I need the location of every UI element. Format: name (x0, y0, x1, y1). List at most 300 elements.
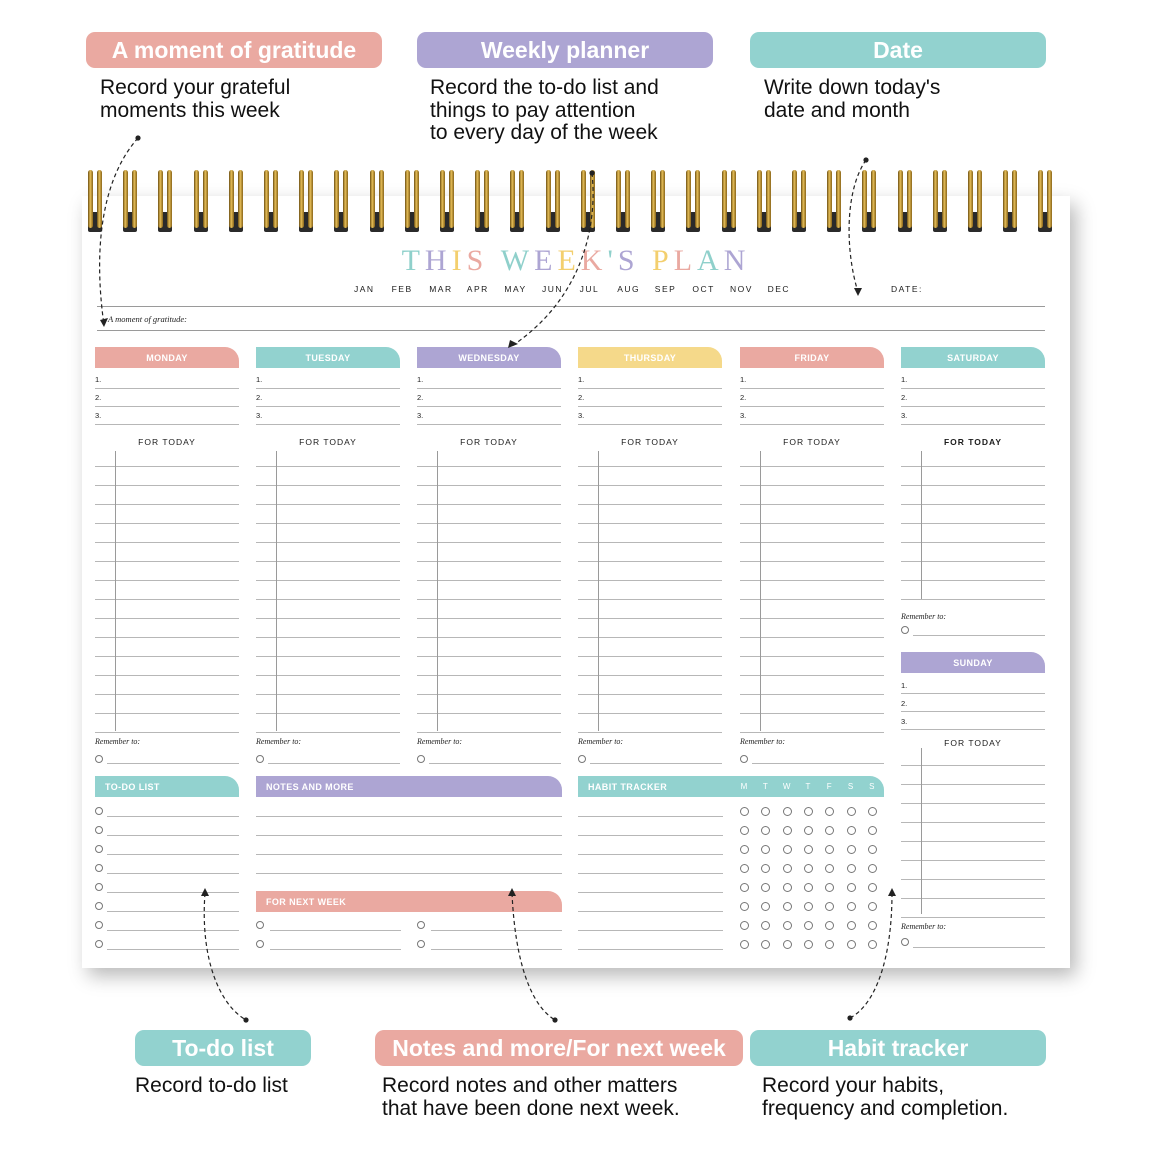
schedule-line (417, 694, 561, 695)
habit-checkbox[interactable] (804, 921, 813, 930)
priority-line (417, 424, 561, 425)
next-week-line (270, 930, 401, 931)
schedule-line (740, 713, 884, 714)
spiral-coil (542, 170, 564, 234)
habit-checkbox[interactable] (783, 902, 792, 911)
schedule-line (256, 656, 400, 657)
month-jan[interactable]: JAN (354, 284, 375, 294)
spiral-coil (154, 170, 176, 234)
schedule-line (740, 599, 884, 600)
spiral-coil (999, 170, 1021, 234)
for-today-label: FOR TODAY (783, 437, 841, 447)
schedule-line (95, 542, 239, 543)
habit-checkbox[interactable] (868, 826, 877, 835)
spiral-coil (1034, 170, 1056, 234)
schedule-line (95, 713, 239, 714)
schedule-line (256, 466, 400, 467)
month-dec[interactable]: DEC (767, 284, 791, 294)
remember-label: Remember to: (256, 737, 302, 746)
remember-checkbox[interactable] (417, 755, 425, 763)
spiral-coil (823, 170, 845, 234)
habit-day-label: F (826, 782, 832, 791)
gratitude-divider (97, 330, 1045, 331)
todo-line (107, 873, 239, 874)
todo-checkbox[interactable] (95, 883, 103, 891)
priority-line (901, 388, 1045, 389)
todo-checkbox[interactable] (95, 902, 103, 910)
schedule-line (417, 656, 561, 657)
habit-checkbox[interactable] (783, 921, 792, 930)
spiral-coil (647, 170, 669, 234)
schedule-line (578, 675, 722, 676)
schedule-line (578, 561, 722, 562)
remember-checkbox[interactable] (578, 755, 586, 763)
schedule-line (417, 580, 561, 581)
schedule-line (95, 637, 239, 638)
date-callout-label: Date (750, 32, 1046, 68)
month-sep[interactable]: SEP (654, 284, 677, 294)
habit-checkbox[interactable] (847, 883, 856, 892)
spiral-coil (753, 170, 775, 234)
remember-line (590, 763, 722, 764)
habit-checkbox[interactable] (847, 940, 856, 949)
month-oct[interactable]: OCT (692, 284, 715, 294)
habit-checkbox[interactable] (783, 845, 792, 854)
schedule-line (95, 466, 239, 467)
priority-number: 3. (95, 411, 102, 420)
habit-checkbox[interactable] (868, 845, 877, 854)
todo-list-header: TO-DO LIST (95, 776, 239, 797)
remember-line (752, 763, 884, 764)
weekly-callout-desc: Record the to-do list and things to pay attention to every day of the week (430, 76, 659, 144)
habit-checkbox[interactable] (740, 940, 749, 949)
schedule-time-divider (437, 451, 438, 731)
schedule-line (417, 732, 561, 733)
habit-checkbox[interactable] (804, 864, 813, 873)
priority-number: 3. (901, 411, 908, 420)
schedule-line (740, 542, 884, 543)
habit-checkbox[interactable] (783, 807, 792, 816)
next-week-line (431, 930, 562, 931)
notes-line (256, 854, 562, 855)
habit-checkbox[interactable] (804, 902, 813, 911)
schedule-line (256, 523, 400, 524)
priority-number: 1. (256, 375, 263, 384)
priority-line (256, 424, 400, 425)
schedule-line (740, 580, 884, 581)
schedule-line (95, 561, 239, 562)
priority-line (95, 424, 239, 425)
priority-number: 2. (417, 393, 424, 402)
schedule-line (256, 580, 400, 581)
schedule-time-divider (115, 451, 116, 731)
schedule-line (901, 599, 1045, 600)
schedule-line (740, 561, 884, 562)
schedule-line (95, 504, 239, 505)
schedule-line (256, 713, 400, 714)
for-today-label: FOR TODAY (621, 437, 679, 447)
schedule-line (256, 542, 400, 543)
habit-day-label: S (869, 782, 875, 791)
spiral-coil (929, 170, 951, 234)
habit-checkbox[interactable] (783, 826, 792, 835)
schedule-line (901, 466, 1045, 467)
schedule-line (740, 523, 884, 524)
day-header-tuesday: TUESDAY (256, 347, 400, 368)
remember-line (913, 947, 1045, 948)
schedule-line (740, 675, 884, 676)
habit-checkbox[interactable] (783, 883, 792, 892)
habit-checkbox[interactable] (868, 940, 877, 949)
habit-day-label: S (847, 782, 854, 791)
todo-checkbox[interactable] (95, 921, 103, 929)
spiral-coil (84, 170, 106, 234)
next-week-checkbox[interactable] (256, 940, 264, 948)
schedule-line (95, 485, 239, 486)
priority-number: 2. (740, 393, 747, 402)
habit-name-line (578, 873, 723, 874)
schedule-line (901, 561, 1045, 562)
notes-callout-desc: Record notes and other matters that have been done next week. (382, 1074, 680, 1120)
todo-line (107, 835, 239, 836)
habit-checkbox[interactable] (783, 940, 792, 949)
notes-line (256, 835, 562, 836)
schedule-line (417, 485, 561, 486)
habit-checkbox[interactable] (740, 902, 749, 911)
remember-line (913, 635, 1045, 636)
priority-number: 2. (901, 699, 908, 708)
habit-name-line (578, 835, 723, 836)
habit-checkbox[interactable] (868, 902, 877, 911)
schedule-line (578, 504, 722, 505)
priority-number: 2. (901, 393, 908, 402)
spiral-coil (612, 170, 634, 234)
schedule-line (417, 504, 561, 505)
priority-line (578, 424, 722, 425)
todo-line (107, 892, 239, 893)
habit-name-line (578, 854, 723, 855)
for-today-label: FOR TODAY (460, 437, 518, 447)
schedule-line (417, 713, 561, 714)
schedule-line (740, 485, 884, 486)
schedule-line (578, 485, 722, 486)
remember-checkbox[interactable] (256, 755, 264, 763)
habit-checkbox[interactable] (868, 883, 877, 892)
habit-name-line (578, 930, 723, 931)
priority-number: 3. (578, 411, 585, 420)
schedule-line (901, 803, 1045, 804)
schedule-line (901, 485, 1045, 486)
notes-header: NOTES AND MORE (256, 776, 562, 797)
habit-checkbox[interactable] (868, 921, 877, 930)
month-aug[interactable]: AUG (617, 284, 641, 294)
schedule-line (95, 732, 239, 733)
schedule-line (417, 599, 561, 600)
spiral-coil (471, 170, 493, 234)
schedule-line (901, 822, 1045, 823)
schedule-line (740, 637, 884, 638)
spiral-coil (295, 170, 317, 234)
habit-checkbox[interactable] (783, 864, 792, 873)
next-week-line (431, 949, 562, 950)
schedule-line (578, 656, 722, 657)
month-jun[interactable]: JUN (542, 284, 564, 294)
gratitude-callout-label: A moment of gratitude (86, 32, 382, 68)
remember-label: Remember to: (578, 737, 624, 746)
schedule-time-divider (921, 748, 922, 914)
todo-line (107, 930, 239, 931)
remember-checkbox[interactable] (95, 755, 103, 763)
habit-checkbox[interactable] (847, 921, 856, 930)
month-apr[interactable]: APR (466, 284, 489, 294)
schedule-line (417, 561, 561, 562)
remember-label: Remember to: (740, 737, 786, 746)
for-today-label: FOR TODAY (138, 437, 196, 447)
schedule-line (578, 732, 722, 733)
spiral-binding (82, 170, 1070, 234)
remember-checkbox[interactable] (740, 755, 748, 763)
spiral-coil (788, 170, 810, 234)
priority-line (417, 388, 561, 389)
remember-line (429, 763, 561, 764)
for-today-label: FOR TODAY (944, 738, 1002, 748)
schedule-line (740, 504, 884, 505)
habit-checkbox[interactable] (804, 826, 813, 835)
schedule-time-divider (921, 451, 922, 599)
next-week-header: FOR NEXT WEEK (256, 891, 562, 912)
priority-number: 3. (740, 411, 747, 420)
todo-callout-desc: Record to-do list (135, 1074, 288, 1097)
schedule-line (578, 694, 722, 695)
next-week-line (270, 949, 401, 950)
schedule-line (256, 637, 400, 638)
habit-tracker-header: HABIT TRACKER (578, 776, 884, 797)
habit-day-label: M (740, 782, 748, 791)
schedule-line (740, 694, 884, 695)
next-week-checkbox[interactable] (256, 921, 264, 929)
spiral-coil (577, 170, 599, 234)
priority-number: 1. (417, 375, 424, 384)
todo-checkbox[interactable] (95, 940, 103, 948)
spiral-coil (330, 170, 352, 234)
notes-line (256, 873, 562, 874)
habit-day-label: T (762, 782, 768, 791)
priority-line (256, 406, 400, 407)
habit-checkbox[interactable] (804, 883, 813, 892)
priority-number: 3. (901, 717, 908, 726)
day-header-thursday: THURSDAY (578, 347, 722, 368)
schedule-line (901, 542, 1045, 543)
priority-line (740, 406, 884, 407)
schedule-line (417, 675, 561, 676)
schedule-time-divider (598, 451, 599, 731)
schedule-line (95, 694, 239, 695)
schedule-line (95, 523, 239, 524)
habit-checkbox[interactable] (804, 845, 813, 854)
schedule-line (417, 542, 561, 543)
priority-number: 2. (578, 393, 585, 402)
todo-line (107, 911, 239, 912)
habit-checkbox[interactable] (740, 807, 749, 816)
todo-line (107, 816, 239, 817)
todo-line (107, 949, 239, 950)
schedule-line (417, 466, 561, 467)
month-may[interactable]: MAY (504, 284, 527, 294)
habit-checkbox[interactable] (740, 864, 749, 873)
month-nov[interactable]: NOV (730, 284, 753, 294)
priority-line (578, 388, 722, 389)
todo-checkbox[interactable] (95, 864, 103, 872)
priority-number: 1. (578, 375, 585, 384)
habit-checkbox[interactable] (804, 940, 813, 949)
header-divider (97, 306, 1045, 307)
todo-checkbox[interactable] (95, 826, 103, 834)
todo-checkbox[interactable] (95, 807, 103, 815)
schedule-line (95, 618, 239, 619)
priority-line (740, 424, 884, 425)
priority-number: 1. (740, 375, 747, 384)
schedule-line (901, 917, 1045, 918)
habit-checkbox[interactable] (868, 807, 877, 816)
schedule-line (95, 580, 239, 581)
day-header-friday: FRIDAY (740, 347, 884, 368)
spiral-coil (401, 170, 423, 234)
schedule-line (256, 504, 400, 505)
schedule-line (578, 542, 722, 543)
remember-label: Remember to: (417, 737, 463, 746)
schedule-line (256, 694, 400, 695)
next-week-checkbox[interactable] (417, 940, 425, 948)
schedule-line (578, 523, 722, 524)
habit-checkbox[interactable] (847, 845, 856, 854)
schedule-line (95, 675, 239, 676)
schedule-line (901, 860, 1045, 861)
day-header-sunday: SUNDAY (901, 652, 1045, 673)
schedule-line (95, 656, 239, 657)
spiral-coil (190, 170, 212, 234)
schedule-line (740, 656, 884, 657)
schedule-line (578, 713, 722, 714)
habit-checkbox[interactable] (740, 883, 749, 892)
schedule-line (901, 765, 1045, 766)
habit-day-label: T (805, 782, 811, 791)
schedule-line (417, 523, 561, 524)
schedule-line (901, 879, 1045, 880)
todo-line (107, 854, 239, 855)
day-header-monday: MONDAY (95, 347, 239, 368)
priority-line (417, 406, 561, 407)
planner-title: THIS WEEK'S PLAN (401, 244, 751, 277)
schedule-line (256, 561, 400, 562)
schedule-line (901, 784, 1045, 785)
spiral-coil (894, 170, 916, 234)
priority-number: 3. (417, 411, 424, 420)
spiral-coil (718, 170, 740, 234)
schedule-line (256, 732, 400, 733)
spiral-coil (682, 170, 704, 234)
priority-line (901, 711, 1045, 712)
habit-checkbox[interactable] (847, 826, 856, 835)
for-today-label: FOR TODAY (943, 437, 1003, 447)
habit-checkbox[interactable] (804, 807, 813, 816)
notes-line (256, 816, 562, 817)
remember-checkbox[interactable] (901, 626, 909, 634)
schedule-line (901, 898, 1045, 899)
remember-label: Remember to: (901, 612, 947, 621)
priority-number: 1. (901, 375, 908, 384)
spiral-coil (964, 170, 986, 234)
remember-label: Remember to: (95, 737, 141, 746)
habit-checkbox[interactable] (740, 845, 749, 854)
schedule-line (740, 618, 884, 619)
habit-checkbox[interactable] (847, 864, 856, 873)
priority-line (95, 406, 239, 407)
habit-day-label: W (782, 782, 791, 791)
remember-checkbox[interactable] (901, 938, 909, 946)
priority-number: 3. (256, 411, 263, 420)
schedule-line (417, 618, 561, 619)
for-today-label: FOR TODAY (299, 437, 357, 447)
schedule-line (256, 618, 400, 619)
schedule-line (901, 523, 1045, 524)
todo-checkbox[interactable] (95, 845, 103, 853)
remember-line (107, 763, 239, 764)
priority-line (578, 406, 722, 407)
remember-line (268, 763, 400, 764)
spiral-coil (225, 170, 247, 234)
schedule-line (578, 618, 722, 619)
schedule-line (578, 466, 722, 467)
habit-name-line (578, 911, 723, 912)
schedule-line (578, 580, 722, 581)
gratitude-label: A moment of gratitude: (108, 314, 187, 324)
spiral-coil (119, 170, 141, 234)
schedule-time-divider (760, 451, 761, 731)
month-feb[interactable]: FEB (391, 284, 413, 294)
schedule-time-divider (276, 451, 277, 731)
priority-number: 1. (95, 375, 102, 384)
priority-line (901, 406, 1045, 407)
schedule-line (256, 675, 400, 676)
spiral-coil (260, 170, 282, 234)
habit-name-line (578, 816, 723, 817)
habit-checkbox[interactable] (847, 902, 856, 911)
habit-checkbox[interactable] (740, 921, 749, 930)
habit-name-line (578, 892, 723, 893)
date-label: DATE: (891, 284, 923, 294)
habit-checkbox[interactable] (847, 807, 856, 816)
spiral-coil (366, 170, 388, 234)
spiral-coil (436, 170, 458, 234)
priority-line (901, 729, 1045, 730)
priority-number: 2. (95, 393, 102, 402)
spiral-coil (858, 170, 880, 234)
habit-checkbox[interactable] (868, 864, 877, 873)
month-mar[interactable]: MAR (429, 284, 453, 294)
schedule-line (901, 504, 1045, 505)
spiral-coil (506, 170, 528, 234)
schedule-line (417, 637, 561, 638)
month-jul[interactable]: JUL (579, 284, 600, 294)
todo-callout-label: To-do list (135, 1030, 311, 1066)
habit-name-line (578, 949, 723, 950)
schedule-line (901, 580, 1045, 581)
day-header-saturday: SATURDAY (901, 347, 1045, 368)
next-week-checkbox[interactable] (417, 921, 425, 929)
weekly-callout-label: Weekly planner (417, 32, 713, 68)
habit-checkbox[interactable] (740, 826, 749, 835)
schedule-line (256, 599, 400, 600)
